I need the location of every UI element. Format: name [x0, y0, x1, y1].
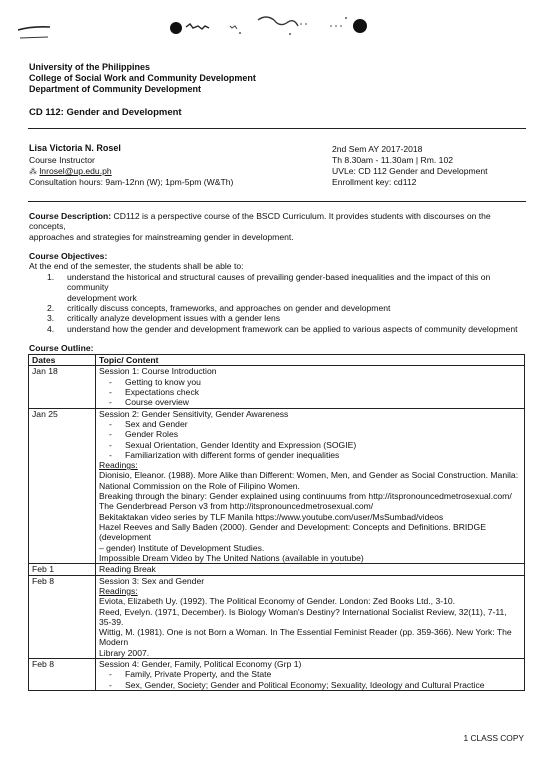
enrollment-key: Enrollment key: cd112 — [332, 177, 417, 187]
row-content — [96, 564, 525, 575]
session-subtopic: - Sex, Gender, Society; Gender and Political Economy; Sexuality, Ideology and Cultural Practice — [99, 680, 521, 690]
row-date: Feb 8 — [29, 575, 96, 659]
session-subtopic: - Sex and Gender — [99, 419, 521, 429]
description-label: Course Description: — [29, 211, 112, 221]
outline-label: Course Outline: — [29, 343, 94, 353]
reading-entry: Impossible Dream Video by The United Nations (available in youtube) — [99, 552, 364, 563]
reading-entry: National Commission on the Role of Filipino Women. — [99, 480, 300, 491]
dates-header: Dates — [29, 355, 96, 366]
reading-entry: Eviota, Elizabeth Uy. (1992). The Political Economy of Gender. London: Zed Books Ltd., 3-10. — [99, 596, 456, 607]
uvle-course: UVLe: CD 112 Gender and Development — [332, 166, 488, 176]
session-subtopic: - Sexual Orientation, Gender Identity and Expression (SOGIE) — [99, 440, 521, 450]
objective-item: 1. understand the historical and structural causes of prevailing gender-based inequalities and the impact of this on community development work — [47, 272, 491, 303]
table-row — [29, 408, 525, 564]
session-subtopic: - Getting to know you — [99, 377, 521, 387]
description-text-1: CD112 is a perspective course of the BSCD Curriculum. It provides students with discourses on the concepts, — [29, 211, 491, 232]
consultation-hours: Consultation hours: 9am-12nn (W); 1pm-5pm (W&Th) — [29, 177, 234, 187]
row-content — [96, 659, 525, 691]
readings-label: Readings: — [99, 460, 138, 471]
course-title: CD 112: Gender and Development — [29, 107, 182, 118]
objective-item: 3. critically analyze development issues with a gender lens — [47, 313, 281, 324]
table-row — [29, 659, 525, 691]
reading-entry: Reed, Evelyn. (1971, December). Is Biology Woman's Destiny? International Socialist Review, 32(11), 7-11, 35-39. — [99, 606, 507, 627]
course-description — [29, 211, 529, 242]
objectives-list — [29, 272, 529, 334]
row-content — [96, 408, 525, 564]
row-date: Jan 25 — [29, 408, 96, 564]
semester: 2nd Sem AY 2017-2018 — [332, 144, 423, 154]
reading-entry: – gender) Institute of Development Studies. — [99, 542, 265, 553]
table-header-row — [29, 355, 525, 366]
reading-entry: Library 2007. — [99, 647, 150, 658]
university-name: University of the Philippines — [29, 62, 151, 72]
college-name: College of Social Work and Community Development — [29, 73, 256, 83]
department-name: Department of Community Development — [29, 84, 202, 94]
course-outline-table — [28, 354, 525, 691]
table-row — [29, 366, 525, 408]
scan-artifact-top — [0, 0, 538, 50]
session-subtopic: - Gender Roles — [99, 429, 521, 439]
row-date: Feb 1 — [29, 564, 96, 575]
row-content — [96, 366, 525, 408]
reading-entry[interactable]: Breaking through the binary: Gender explained using continuums from http://itspronouncedmetrosexual.com/ — [99, 491, 512, 502]
session-subtopic: - Familiarization with different forms of gender inequalities — [99, 450, 521, 460]
readings-label: Readings: — [99, 585, 138, 596]
session-title: Session 3: Sex and Gender — [99, 575, 205, 586]
reading-entry: Wittig, M. (1981). One is not Born a Woman. In The Essential Feminist Reader (pp. 359-366). New York: The Modern — [99, 627, 512, 648]
table-row — [29, 564, 525, 575]
session-title: Session 4: Gender, Family, Political Economy (Grp 1) — [99, 659, 302, 670]
objective-item: 4. understand how the gender and development framework can be applied to various aspects of community development — [47, 323, 518, 334]
session-subtopic: - Family, Private Property, and the State — [99, 669, 521, 679]
session-title: Session 1: Course Introduction — [99, 366, 217, 377]
session-subtopic: - Expectations check — [99, 387, 521, 397]
instructor-email-row — [29, 166, 112, 177]
instructor-name: Lisa Victoria N. Rosel — [29, 143, 121, 153]
description-text-2: approaches and strategies for mainstreaming gender in development. — [29, 231, 294, 242]
divider — [28, 128, 526, 129]
table-row — [29, 575, 525, 659]
footer-class-copy: 1 CLASS COPY — [463, 733, 524, 743]
instructor-email[interactable]: lnrosel@up.edu.ph — [39, 166, 112, 176]
email-icon: ⁂ — [29, 167, 37, 176]
objectives-intro: At the end of the semester, the students shall be able to: — [29, 261, 244, 271]
objectives-label: Course Objectives: — [29, 251, 108, 261]
reading-entry: Dionisio, Eleanor. (1988). More Alike than Different: Women, Men, and Gender as Social Construction. Manila: — [99, 470, 519, 481]
instructor-role: Course Instructor — [29, 155, 95, 165]
reading-entry[interactable]: Bekitaktakan video series by TLF Manila https://www.youtube.com/user/MsSumbad/videos — [99, 511, 444, 522]
session-subtopic: - Course overview — [99, 397, 521, 407]
row-date: Feb 8 — [29, 659, 96, 691]
time-room: Th 8.30am - 11.30am | Rm. 102 — [332, 155, 454, 165]
reading-entry: Hazel Reeves and Sally Baden (2000). Gender and Development: Concepts and Definitions. BRIDGE (development — [99, 522, 486, 543]
objective-item: 2. critically discuss concepts, frameworks, and approaches on gender and development — [47, 302, 391, 313]
session-title: Session 2: Gender Sensitivity, Gender Awareness — [99, 408, 289, 419]
topic-header: Topic/ Content — [96, 355, 525, 366]
divider — [28, 201, 526, 202]
row-date: Jan 18 — [29, 366, 96, 408]
reading-entry[interactable]: The Genderbread Person v3 from http://itspronouncedmetrosexual.com/ — [99, 501, 374, 512]
row-content — [96, 575, 525, 659]
session-title: Reading Break — [99, 564, 156, 575]
